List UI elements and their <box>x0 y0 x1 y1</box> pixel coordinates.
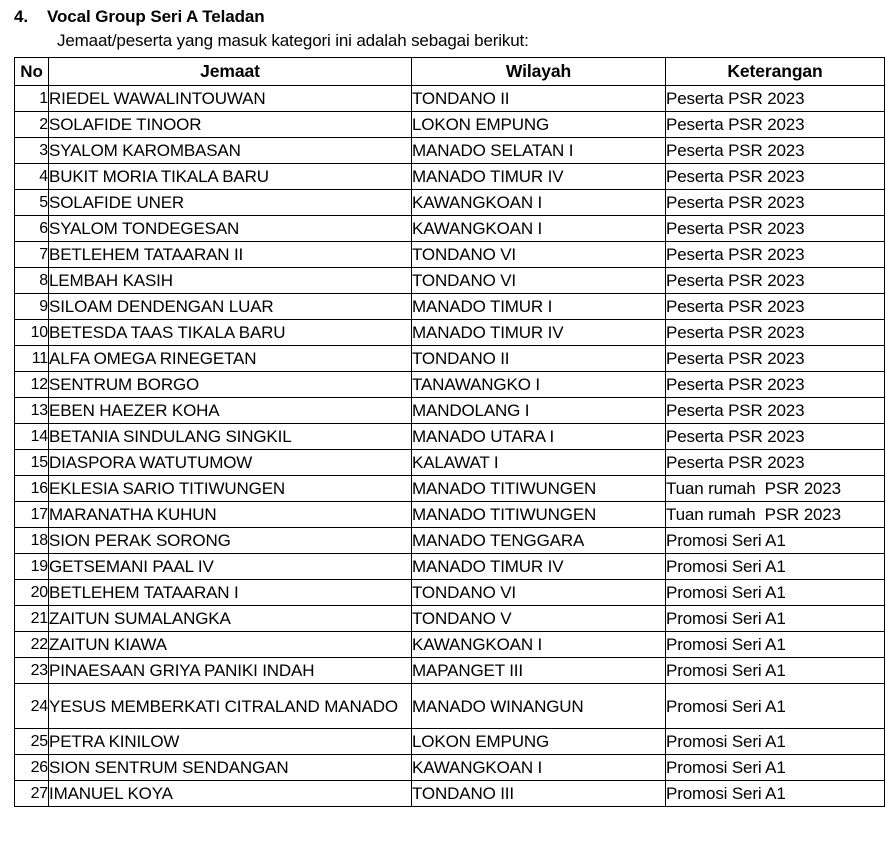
table-body <box>15 86 885 807</box>
cell-no: 17 <box>15 502 49 528</box>
section-number: 4. <box>14 7 28 26</box>
cell-jemaat: LEMBAH KASIH <box>49 268 412 294</box>
table-row <box>15 658 885 684</box>
cell-wilayah: MAPANGET III <box>412 658 666 684</box>
cell-jemaat: BETLEHEM TATAARAN II <box>49 242 412 268</box>
cell-keterangan: Peserta PSR 2023 <box>666 320 885 346</box>
cell-jemaat: SOLAFIDE TINOOR <box>49 112 412 138</box>
table-row <box>15 729 885 755</box>
cell-wilayah: MANADO TIMUR IV <box>412 320 666 346</box>
cell-no: 24 <box>15 684 49 729</box>
cell-keterangan: Peserta PSR 2023 <box>666 398 885 424</box>
table-row <box>15 216 885 242</box>
cell-no: 9 <box>15 294 49 320</box>
cell-wilayah: LOKON EMPUNG <box>412 729 666 755</box>
cell-keterangan: Tuan rumah PSR 2023 <box>666 502 885 528</box>
cell-jemaat: ZAITUN SUMALANGKA <box>49 606 412 632</box>
cell-no: 13 <box>15 398 49 424</box>
cell-no: 3 <box>15 138 49 164</box>
cell-wilayah: KAWANGKOAN I <box>412 632 666 658</box>
cell-no: 18 <box>15 528 49 554</box>
table-row <box>15 755 885 781</box>
cell-keterangan: Promosi Seri A1 <box>666 781 885 807</box>
cell-no: 27 <box>15 781 49 807</box>
cell-jemaat: RIEDEL WAWALINTOUWAN <box>49 86 412 112</box>
cell-wilayah: MANADO TITIWUNGEN <box>412 476 666 502</box>
cell-wilayah: MANADO UTARA I <box>412 424 666 450</box>
cell-no: 14 <box>15 424 49 450</box>
cell-wilayah: MANADO TITIWUNGEN <box>412 502 666 528</box>
cell-wilayah: MANADO TIMUR IV <box>412 554 666 580</box>
cell-jemaat: SOLAFIDE UNER <box>49 190 412 216</box>
cell-keterangan: Peserta PSR 2023 <box>666 294 885 320</box>
cell-wilayah: MANADO SELATAN I <box>412 138 666 164</box>
cell-no: 8 <box>15 268 49 294</box>
section-heading <box>14 6 265 27</box>
cell-wilayah: TONDANO VI <box>412 268 666 294</box>
column-header-no: No <box>15 58 49 86</box>
table-row <box>15 424 885 450</box>
table-row <box>15 450 885 476</box>
cell-wilayah: MANADO TIMUR IV <box>412 164 666 190</box>
cell-no: 2 <box>15 112 49 138</box>
cell-keterangan: Peserta PSR 2023 <box>666 138 885 164</box>
cell-jemaat: BETLEHEM TATAARAN I <box>49 580 412 606</box>
cell-keterangan: Peserta PSR 2023 <box>666 86 885 112</box>
table-header <box>15 58 885 86</box>
cell-keterangan: Promosi Seri A1 <box>666 580 885 606</box>
cell-jemaat: PETRA KINILOW <box>49 729 412 755</box>
table-row <box>15 138 885 164</box>
cell-keterangan: Promosi Seri A1 <box>666 658 885 684</box>
cell-keterangan: Promosi Seri A1 <box>666 528 885 554</box>
column-header-jemaat: Jemaat <box>49 58 412 86</box>
cell-jemaat: DIASPORA WATUTUMOW <box>49 450 412 476</box>
table-row <box>15 398 885 424</box>
cell-jemaat: ZAITUN KIAWA <box>49 632 412 658</box>
cell-no: 25 <box>15 729 49 755</box>
table-row <box>15 190 885 216</box>
cell-wilayah: TONDANO II <box>412 346 666 372</box>
section-intro-text: Jemaat/peserta yang masuk kategori ini adalah sebagai berikut: <box>57 31 529 50</box>
cell-wilayah: TONDANO VI <box>412 580 666 606</box>
cell-no: 11 <box>15 346 49 372</box>
column-header-wilayah: Wilayah <box>412 58 666 86</box>
cell-no: 10 <box>15 320 49 346</box>
cell-jemaat: ALFA OMEGA RINEGETAN <box>49 346 412 372</box>
cell-wilayah: TANAWANGKO I <box>412 372 666 398</box>
cell-no: 22 <box>15 632 49 658</box>
table-row <box>15 294 885 320</box>
cell-jemaat: BETESDA TAAS TIKALA BARU <box>49 320 412 346</box>
cell-keterangan: Promosi Seri A1 <box>666 729 885 755</box>
column-header-keterangan: Keterangan <box>666 58 885 86</box>
cell-keterangan: Peserta PSR 2023 <box>666 216 885 242</box>
cell-no: 12 <box>15 372 49 398</box>
cell-jemaat: SION PERAK SORONG <box>49 528 412 554</box>
cell-wilayah: KAWANGKOAN I <box>412 216 666 242</box>
page-title: Vocal Group Seri A Teladan <box>47 7 265 26</box>
participants-table <box>14 57 885 807</box>
cell-keterangan: Peserta PSR 2023 <box>666 242 885 268</box>
cell-no: 7 <box>15 242 49 268</box>
cell-keterangan: Peserta PSR 2023 <box>666 346 885 372</box>
cell-no: 6 <box>15 216 49 242</box>
cell-no: 16 <box>15 476 49 502</box>
cell-keterangan: Peserta PSR 2023 <box>666 164 885 190</box>
cell-keterangan: Peserta PSR 2023 <box>666 112 885 138</box>
table-row <box>15 86 885 112</box>
cell-wilayah: LOKON EMPUNG <box>412 112 666 138</box>
cell-keterangan: Promosi Seri A1 <box>666 606 885 632</box>
cell-no: 23 <box>15 658 49 684</box>
cell-keterangan: Promosi Seri A1 <box>666 554 885 580</box>
cell-no: 20 <box>15 580 49 606</box>
table-row <box>15 164 885 190</box>
table-row <box>15 684 885 729</box>
table-row <box>15 476 885 502</box>
cell-jemaat: GETSEMANI PAAL IV <box>49 554 412 580</box>
table-row <box>15 554 885 580</box>
cell-wilayah: MANADO TIMUR I <box>412 294 666 320</box>
cell-no: 21 <box>15 606 49 632</box>
cell-jemaat: BUKIT MORIA TIKALA BARU <box>49 164 412 190</box>
cell-wilayah: KAWANGKOAN I <box>412 190 666 216</box>
cell-jemaat: IMANUEL KOYA <box>49 781 412 807</box>
table-row <box>15 320 885 346</box>
cell-keterangan: Promosi Seri A1 <box>666 755 885 781</box>
cell-jemaat: SYALOM TONDEGESAN <box>49 216 412 242</box>
cell-wilayah: MANADO WINANGUN <box>412 684 666 729</box>
cell-no: 5 <box>15 190 49 216</box>
cell-wilayah: MANADO TENGGARA <box>412 528 666 554</box>
cell-jemaat: EBEN HAEZER KOHA <box>49 398 412 424</box>
cell-no: 4 <box>15 164 49 190</box>
cell-keterangan: Peserta PSR 2023 <box>666 450 885 476</box>
cell-no: 26 <box>15 755 49 781</box>
table-row <box>15 632 885 658</box>
cell-jemaat: BETANIA SINDULANG SINGKIL <box>49 424 412 450</box>
cell-jemaat: SYALOM KAROMBASAN <box>49 138 412 164</box>
cell-keterangan: Peserta PSR 2023 <box>666 190 885 216</box>
cell-jemaat: PINAESAAN GRIYA PANIKI INDAH <box>49 658 412 684</box>
table-row <box>15 781 885 807</box>
cell-jemaat: YESUS MEMBERKATI CITRALAND MANADO <box>49 684 412 729</box>
cell-jemaat: SILOAM DENDENGAN LUAR <box>49 294 412 320</box>
table-row <box>15 242 885 268</box>
cell-wilayah: KAWANGKOAN I <box>412 755 666 781</box>
cell-jemaat: EKLESIA SARIO TITIWUNGEN <box>49 476 412 502</box>
table-row <box>15 112 885 138</box>
cell-wilayah: TONDANO VI <box>412 242 666 268</box>
participants-table-wrapper <box>14 57 884 807</box>
table-row <box>15 502 885 528</box>
table-row <box>15 528 885 554</box>
cell-wilayah: KALAWAT I <box>412 450 666 476</box>
table-row <box>15 606 885 632</box>
cell-wilayah: TONDANO II <box>412 86 666 112</box>
cell-keterangan: Tuan rumah PSR 2023 <box>666 476 885 502</box>
cell-jemaat: SION SENTRUM SENDANGAN <box>49 755 412 781</box>
cell-wilayah: MANDOLANG I <box>412 398 666 424</box>
table-row <box>15 268 885 294</box>
cell-keterangan: Peserta PSR 2023 <box>666 268 885 294</box>
cell-no: 1 <box>15 86 49 112</box>
table-row <box>15 580 885 606</box>
cell-keterangan: Peserta PSR 2023 <box>666 424 885 450</box>
cell-jemaat: SENTRUM BORGO <box>49 372 412 398</box>
table-row <box>15 372 885 398</box>
cell-keterangan: Peserta PSR 2023 <box>666 372 885 398</box>
cell-wilayah: TONDANO III <box>412 781 666 807</box>
cell-no: 15 <box>15 450 49 476</box>
table-row <box>15 346 885 372</box>
cell-keterangan: Promosi Seri A1 <box>666 632 885 658</box>
cell-jemaat: MARANATHA KUHUN <box>49 502 412 528</box>
cell-no: 19 <box>15 554 49 580</box>
table-header-row <box>15 58 885 86</box>
cell-keterangan: Promosi Seri A1 <box>666 684 885 729</box>
cell-wilayah: TONDANO V <box>412 606 666 632</box>
